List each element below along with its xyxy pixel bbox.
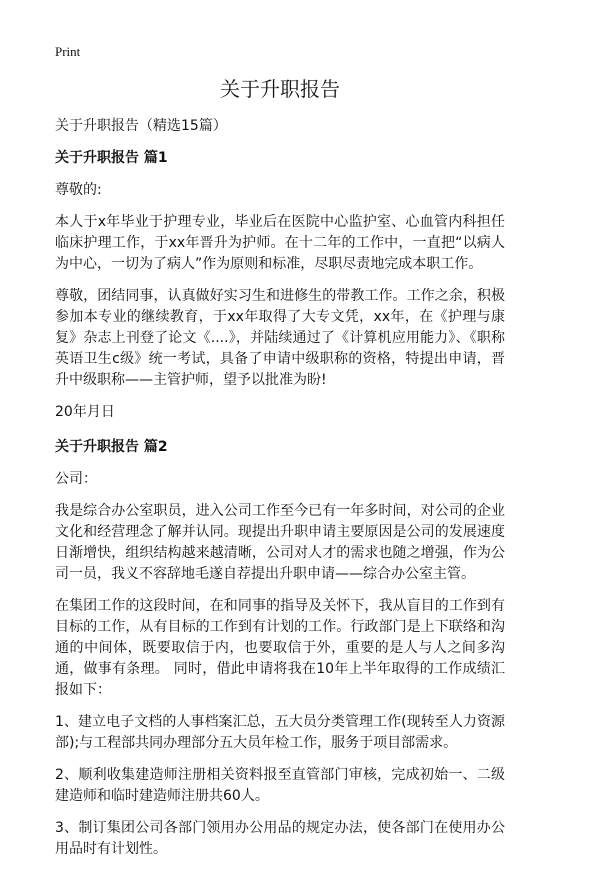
salutation: 公司：: [55, 471, 97, 487]
section-heading: 关于升职报告 篇2: [55, 439, 168, 455]
list-item: 2、顺利收集建造师注册相关资料报至直管部门审核，完成初始一、二级建造师和临时建造师注册共60人。: [55, 767, 505, 804]
date-line: 20年月日: [55, 404, 115, 420]
section-heading: 关于升职报告 篇1: [55, 150, 168, 166]
document-subtitle: 关于升职报告（精选15篇）: [55, 118, 227, 134]
paragraph: 本人于x年毕业于护理专业，毕业后在医院中心监护室、心血管内科担任临床护理工作，于xx年晋升为护师。在十二年的工作中，一直把“以病人为中心，一切为了病人”作为原则和标准，尽职尽责地完成本职工作。: [55, 214, 505, 272]
list-item: 3、制订集团公司各部门领用办公用品的规定办法，使各部门在使用办公用品时有计划性。: [55, 820, 505, 857]
document-page: [55, 44, 505, 871]
print-label[interactable]: Print: [55, 44, 81, 59]
paragraph: 我是综合办公室职员，进入公司工作至今已有一年多时间，对公司的企业文化和经营理念了解并认同。现提出升职申请主要原因是公司的发展速度日渐增快，组织结构越来越清晰，公司对人才的需求也随之增强，作为公司一员，我义不容辞地毛遂自荐提出升职申请——综合办公室主管。: [55, 503, 505, 582]
list-item: 1、建立电子文档的人事档案汇总，五大员分类管理工作(现转至人力资源部);与工程部共同办理部分五大员年检工作，服务于项目部需求。: [55, 714, 505, 751]
salutation: 尊敬的:: [55, 182, 102, 198]
paragraph: 尊敬，团结同事，认真做好实习生和进修生的带教工作。工作之余，积极参加本专业的继续教育，于xx年取得了大专文凭，xx年，在《护理与康复》杂志上刊登了论文《....》，并陆续通过了《计算机应用能力》、《职称英语卫生c级》统一考试，具备了申请中级职称的资格，特提出申请，晋升中级职称——主管护师，望予以批准为盼!: [55, 288, 505, 388]
document-title: 关于升职报告: [220, 77, 340, 101]
paragraph: 在集团工作的这段时间，在和同事的指导及关怀下，我从盲目的工作到有目标的工作，从有目标的工作到有计划的工作。行政部门是上下联络和沟通的中间体，既要取信于内，也要取信于外，重要的是人与人之间多沟通，做事有条理。 同时，借此申请将我在10年上半年取得的工作成绩汇报如下：: [55, 598, 505, 698]
